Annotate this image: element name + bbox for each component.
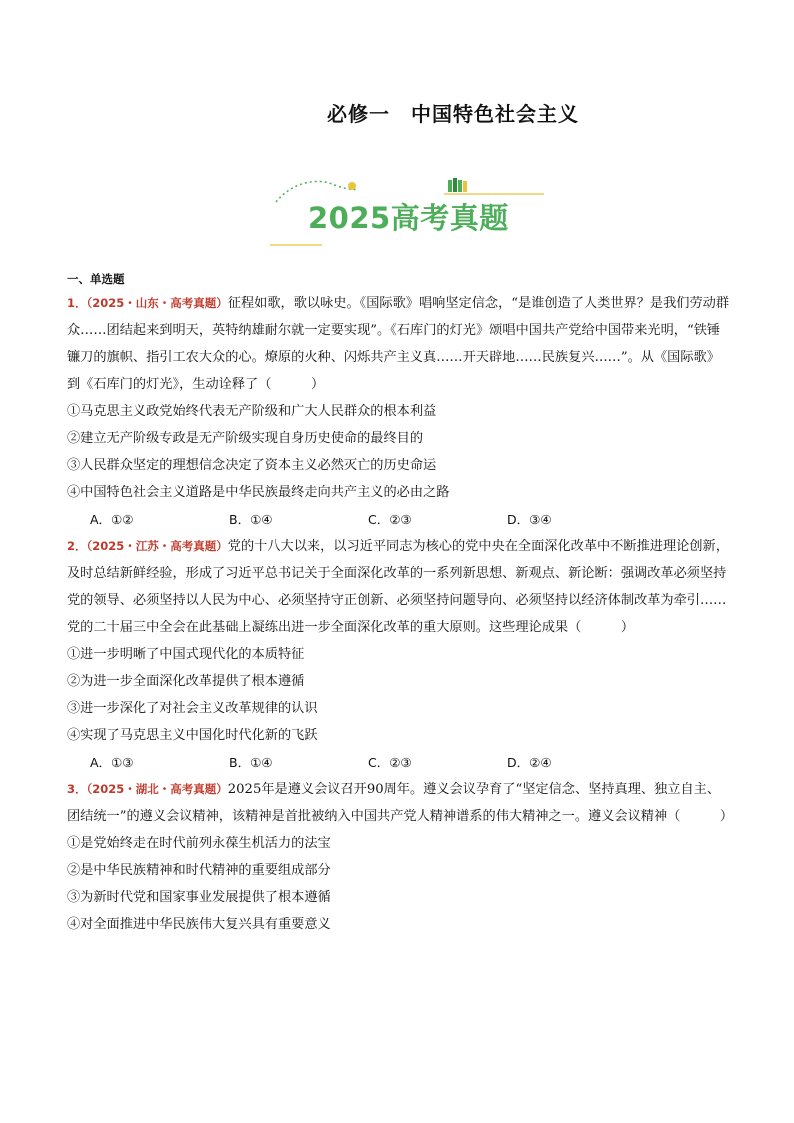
question-3: [67, 776, 733, 938]
question-2: [67, 533, 733, 776]
question-stem: [67, 290, 733, 398]
option-d[interactable]: D．②④: [507, 755, 552, 770]
statement-item: ③人民群众坚定的理想信念决定了资本主义必然灭亡的历史命运: [67, 458, 437, 473]
statement-item: ②建立无产阶级专政是无产阶级实现自身历史使命的最终目的: [67, 431, 424, 446]
question-1: [67, 290, 733, 533]
statement-item: ①马克思主义政党始终代表无产阶级和广大人民群众的根本利益: [67, 404, 437, 419]
question-source: （2025・江苏・高考真题）: [86, 539, 228, 553]
statement-item: ④对全面推进中华民族伟大复兴具有重要意义: [67, 917, 331, 932]
question-number: 3．: [67, 782, 87, 796]
statement-item: ①是党始终走在时代前列永葆生机活力的法宝: [67, 836, 331, 851]
statement-item: ③进一步深化了对社会主义改革规律的认识: [67, 701, 318, 716]
section-heading: 一、单选题: [67, 272, 125, 286]
option-c[interactable]: C．②③: [368, 512, 412, 527]
option-a[interactable]: A．①②: [90, 512, 134, 527]
option-c[interactable]: C．②③: [368, 755, 412, 770]
option-b[interactable]: B．①④: [229, 512, 273, 527]
statement-item: ①进一步明晰了中国式现代化的本质特征: [67, 647, 305, 662]
question-text: 党的十八大以来，以习近平同志为核心的党中央在全面深化改革中不断推进理论创新，及时总结新鲜经验，形成了习近平总书记关于全面深化改革的一系列新思想、新观点、新论断：强调改革必须坚持党的领导、必须坚持以人民为中心、必须坚持守正创新、必须坚持问题导向、必须坚持以经济体制改革为牵引……党的二十届三中全会在此基础上凝练出进一步全面深化改革的重大原则。这些理论成果（ ）: [67, 539, 729, 635]
question-text: 2025年是遵义会议召开90周年。遵义会议孕育了“坚定信念、坚持真理、独立自主、团结统一”的遵义会议精神，该精神是首批被纳入中国共产党人精神谱系的伟大精神之一。遵义会议精神（ ）: [67, 782, 734, 824]
question-text: 征程如歌，歌以咏史。《国际歌》唱响坚定信念，“是谁创造了人类世界？是我们劳动群众……团结起来到明天，英特纳雄耐尔就一定要实现”。《石库门的灯光》颂唱中国共产党给中国带来光明，“铁锤镰刀的旗帜、指引工农大众的心。燎原的火种、闪烁共产主义真……开天辟地……民族复兴……”。从《国际歌》到《石库门的灯光》，生动诠释了（ ）: [67, 296, 730, 392]
statement-item: ②为进一步全面深化改革提供了根本遵循: [67, 674, 305, 689]
page-title: 必修一 中国特色社会主义: [327, 102, 579, 126]
option-a[interactable]: A．①③: [90, 755, 134, 770]
answer-options: [67, 506, 733, 533]
option-b[interactable]: B．①④: [229, 755, 273, 770]
statement-item: ②是中华民族精神和时代精神的重要组成部分: [67, 863, 331, 878]
statement-item: ③为新时代党和国家事业发展提供了根本遵循: [67, 890, 331, 905]
answer-options: [67, 749, 733, 776]
option-d[interactable]: D．③④: [507, 512, 552, 527]
question-stem: [67, 776, 733, 830]
question-stem: [67, 533, 733, 641]
question-number: 2．: [67, 539, 87, 553]
question-source: （2025・湖北・高考真题）: [86, 782, 228, 796]
statement-item: ④中国特色社会主义道路是中华民族最终走向共产主义的必由之路: [67, 485, 450, 500]
books-icon: [448, 178, 467, 192]
dot-yellow: [348, 182, 356, 190]
question-number: 1．: [67, 296, 87, 310]
statement-item: ④实现了马克思主义中国化时代化新的飞跃: [67, 728, 318, 743]
question-list: [67, 268, 733, 938]
question-source: （2025・山东・高考真题）: [86, 296, 228, 310]
banner-title: 2025高考真题: [308, 201, 509, 235]
